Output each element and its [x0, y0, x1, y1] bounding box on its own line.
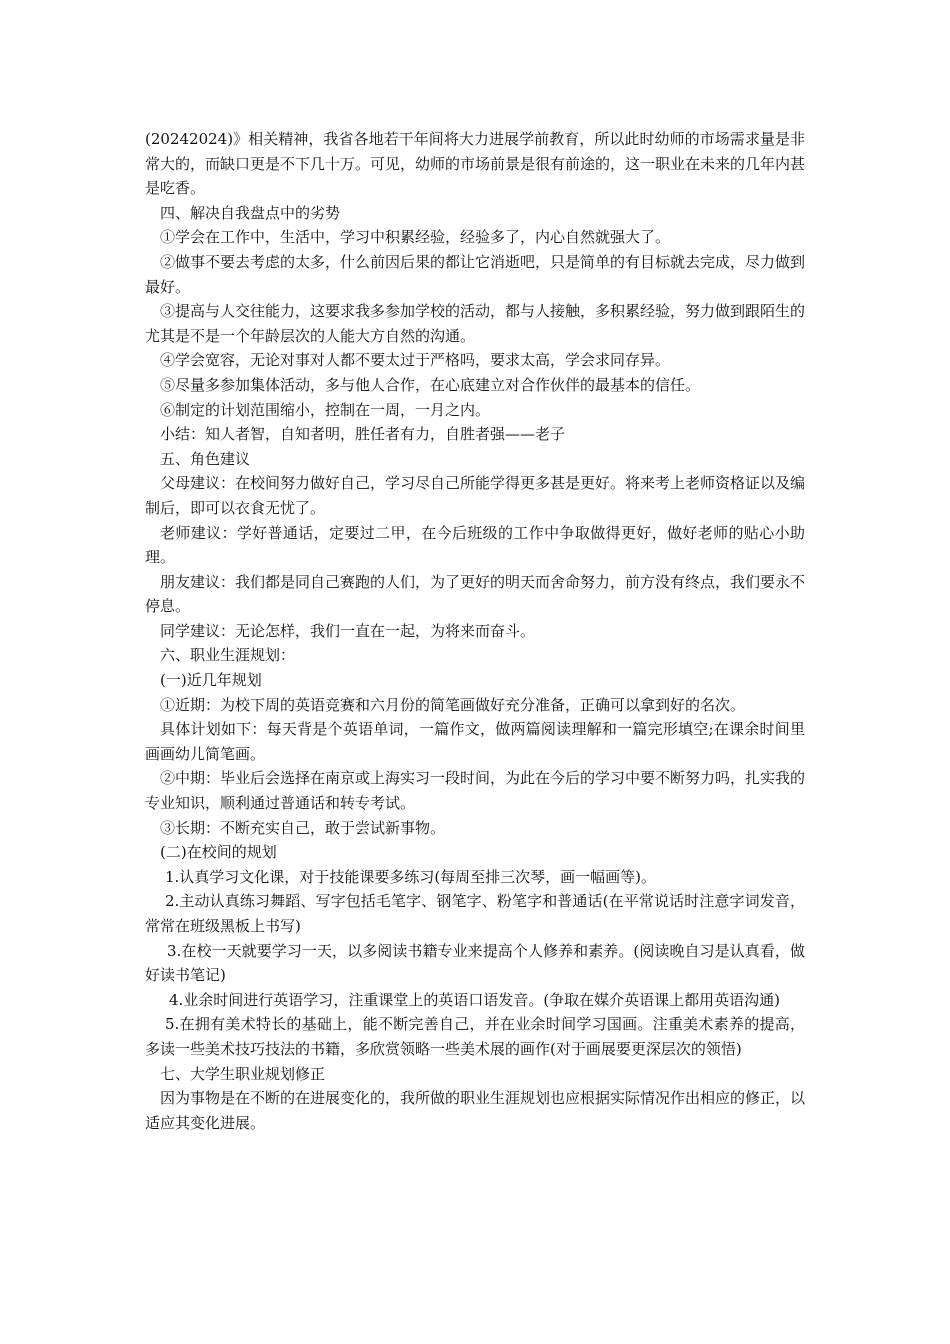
school-plan-item-4: 4.业余时间进行英语学习，注重课堂上的英语口语发音。(争取在媒介英语课上都用英语沟通): [169, 990, 781, 1009]
subheading-near-term: (一)近几年规划: [160, 671, 262, 690]
list-item-2: ②做事不要去考虑的太多，什么前因后果的都让它消逝吧，只是简单的有目标就去完成，尽力做到最好。: [145, 252, 806, 296]
list-item-5: ⑤尽量多参加集体活动，多与他人合作，在心底建立对合作伙伴的最基本的信任。: [160, 375, 701, 394]
school-plan-item-3: 3.在校一天就要学习一天，以多阅读书籍专业来提高个人修养和素养。(阅读晚自习是认真看，做好读书笔记): [145, 941, 805, 985]
subheading-school-plan: (二)在校间的规划: [160, 843, 277, 862]
revision-paragraph: 因为事物是在不断的在进展变化的，我所做的职业生涯规划也应根据实际情况作出相应的修正，以适应其变化进展。: [145, 1089, 806, 1132]
school-plan-item-1: 1.认真学习文化课，对于技能课要多练习(每周至排三次琴，画一幅画等)。: [165, 867, 657, 886]
summary-paragraph: 小结：知人者智，自知者明，胜任者有力，自胜者强——老子: [160, 425, 566, 444]
list-item-1: ①学会在工作中，生活中，学习中积累经验，经验多了，内心自然就强大了。: [160, 228, 671, 247]
plan-short-term: ①近期：为校下周的英语竞赛和六月份的简笔画做好充分准备，正确可以拿到好的名次。: [160, 695, 746, 714]
plan-details: 具体计划如下：每天背是个英语单词，一篇作文，做两篇阅读理解和一篇完形填空;在课余时间里画画幼儿简笔画。: [145, 720, 805, 763]
teacher-advice: 老师建议：学好普通话，定要过二甲，在今后班级的工作中争取做得更好，做好老师的贴心小助理。: [145, 523, 805, 567]
classmate-advice: 同学建议：无论怎样，我们一直在一起，为将来而奋斗。: [160, 621, 536, 640]
heading-section-five: 五、角色建议: [160, 449, 251, 468]
heading-section-six: 六、职业生涯规划：: [160, 646, 296, 665]
list-item-4: ④学会宽容，无论对事对人都不要太过于严格吗，要求太高，学会求同存异。: [160, 351, 671, 370]
document-body: [145, 127, 805, 1135]
school-plan-item-2: 2.主动认真练习舞蹈、写字包括毛笔字、钢笔字、粉笔字和普通话(在平常说话时注意字词发音，常常在班级黑板上书写): [145, 892, 805, 935]
plan-mid-term: ②中期：毕业后会选择在南京或上海实习一段时间，为此在今后的学习中要不断努力吗，扎实我的专业知识，顺利通过普通话和转专考试。: [145, 769, 806, 813]
plan-long-term: ③长期：不断充实自己，敢于尝试新事物。: [160, 818, 446, 837]
heading-section-four: 四、解决自我盘点中的劣势: [160, 203, 341, 222]
heading-section-seven: 七、大学生职业规划修正: [160, 1064, 326, 1083]
list-item-6: ⑥制定的计划范围缩小，控制在一周，一月之内。: [160, 400, 491, 419]
friend-advice: 朋友建议：我们都是同自己赛跑的人们，为了更好的明天而舍命努力，前方没有终点，我们要永不停息。: [145, 572, 806, 616]
school-plan-item-5: 5.在拥有美术特长的基础上，能不断完善自己，并在业余时间学习国画。注重美术素养的提高，多读一些美术技巧技法的书籍，多欣赏领略一些美术展的画作(对于画展要更深层次的领悟): [145, 1015, 805, 1058]
paragraph-market-demand: (20242024)》相关精神，我省各地若干年间将大力进展学前教育，所以此时幼师的市场需求量是非常大的，而缺口更是不下几十万。可见，幼师的市场前景是很有前途的，这一职业在未来的几年内甚是吃香。: [145, 130, 806, 198]
parent-advice: 父母建议：在校间努力做好自己，学习尽自己所能学得更多甚是更好。将来考上老师资格证以及编制后，即可以衣食无忧了。: [145, 474, 806, 517]
list-item-3: ③提高与人交往能力，这要求我多参加学校的活动，都与人接触，多积累经验，努力做到跟陌生的尤其是不是一个年龄层次的人能大方自然的沟通。: [145, 302, 806, 345]
